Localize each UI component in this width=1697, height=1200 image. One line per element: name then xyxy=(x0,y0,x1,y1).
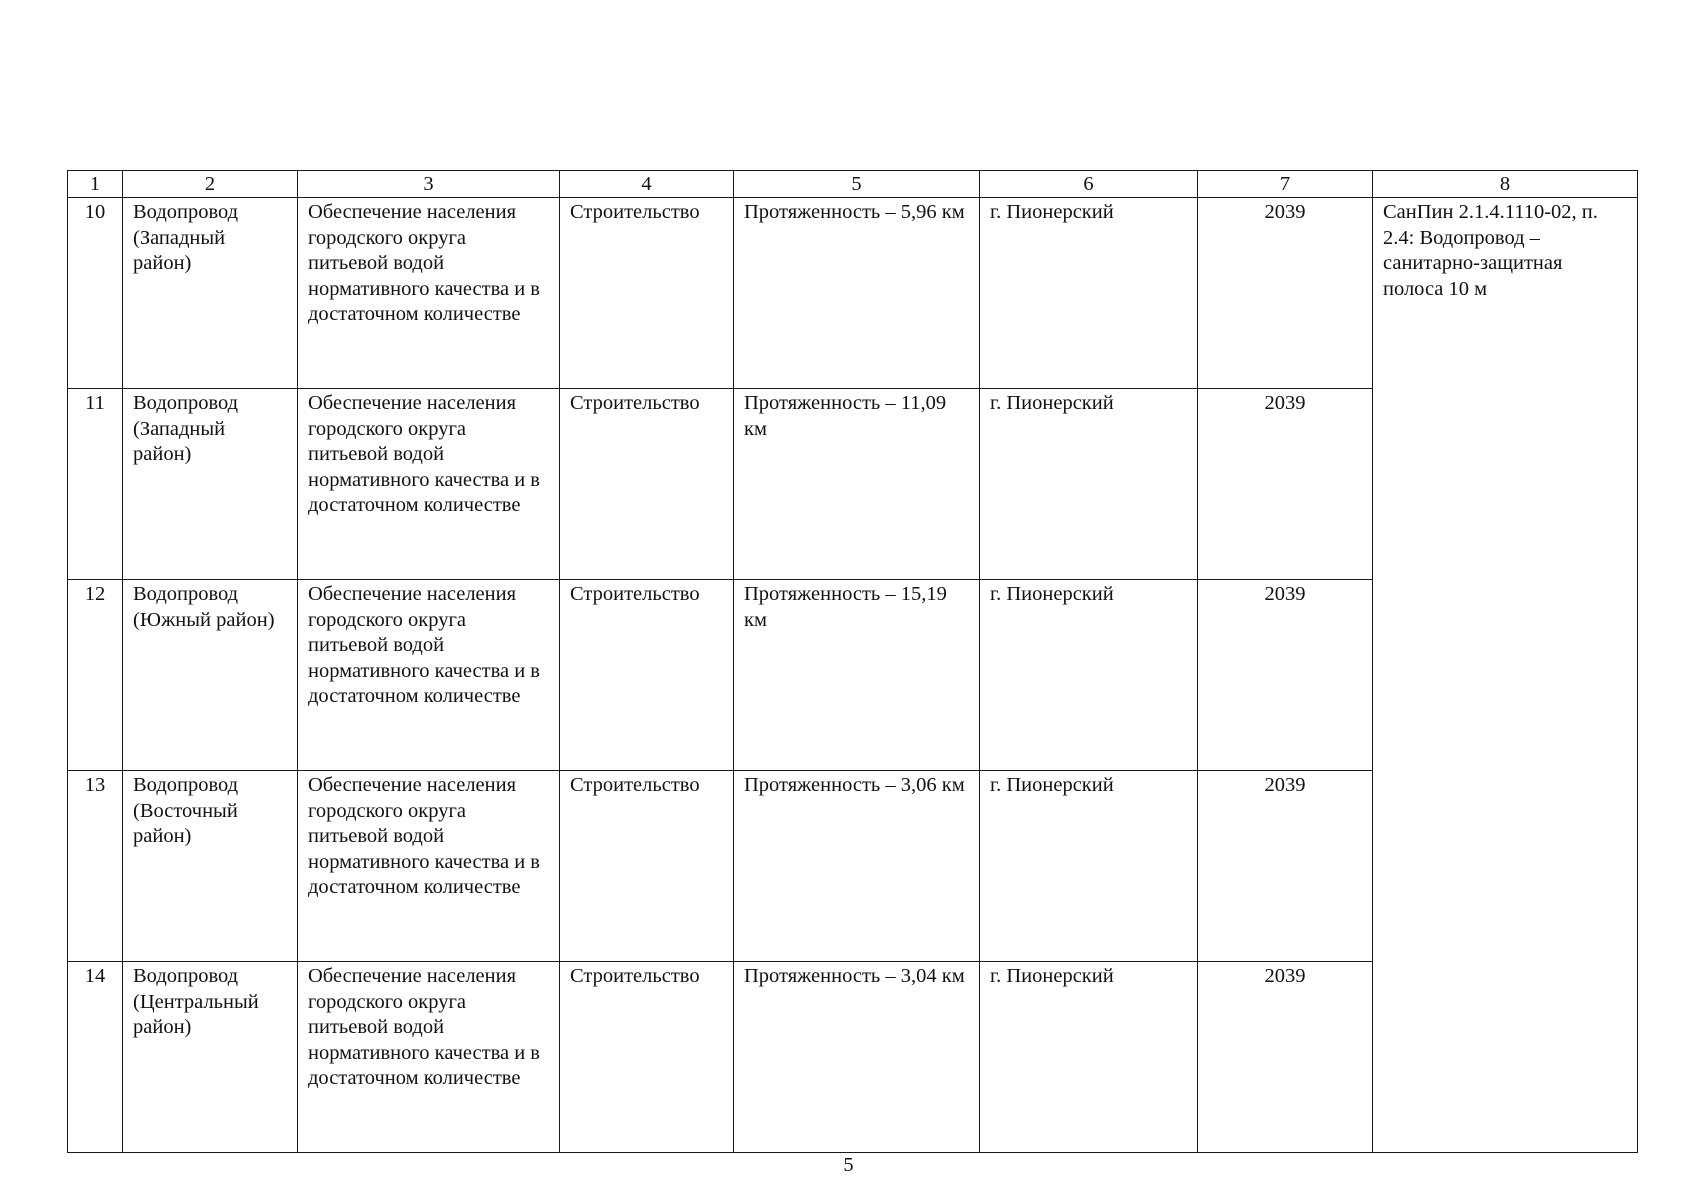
column-header-6: 6 xyxy=(980,171,1198,198)
purpose-cell: Обеспечение населения городского округа питьевой водой нормативного качества и в достаточном количестве xyxy=(298,962,560,1153)
row-number-cell: 14 xyxy=(68,962,123,1153)
location-cell: г. Пионерский xyxy=(980,198,1198,389)
purpose-cell: Обеспечение населения городского округа питьевой водой нормативного качества и в достаточном количестве xyxy=(298,198,560,389)
location-cell: г. Пионерский xyxy=(980,771,1198,962)
year-cell: 2039 xyxy=(1198,389,1373,580)
column-header-2: 2 xyxy=(123,171,298,198)
column-header-8: 8 xyxy=(1373,171,1638,198)
object-name-cell: Водопровод (Южный район) xyxy=(123,580,298,771)
work-type-cell: Строительство xyxy=(560,962,734,1153)
location-cell: г. Пионерский xyxy=(980,962,1198,1153)
row-number-cell: 12 xyxy=(68,580,123,771)
page-number: 5 xyxy=(843,1154,854,1176)
column-header-1: 1 xyxy=(68,171,123,198)
column-header-7: 7 xyxy=(1198,171,1373,198)
purpose-cell: Обеспечение населения городского округа питьевой водой нормативного качества и в достаточном количестве xyxy=(298,771,560,962)
year-cell: 2039 xyxy=(1198,580,1373,771)
column-header-3: 3 xyxy=(298,171,560,198)
object-name-cell: Водопровод (Восточный район) xyxy=(123,771,298,962)
column-header-4: 4 xyxy=(560,171,734,198)
work-type-cell: Строительство xyxy=(560,771,734,962)
year-cell: 2039 xyxy=(1198,771,1373,962)
object-name-cell: Водопровод (Центральный район) xyxy=(123,962,298,1153)
characteristics-cell: Протяженность – 15,19 км xyxy=(734,580,980,771)
row-number-cell: 10 xyxy=(68,198,123,389)
characteristics-cell: Протяженность – 11,09 км xyxy=(734,389,980,580)
work-type-cell: Строительство xyxy=(560,389,734,580)
year-cell: 2039 xyxy=(1198,198,1373,389)
object-name-cell: Водопровод (Западный район) xyxy=(123,389,298,580)
object-name-cell: Водопровод (Западный район) xyxy=(123,198,298,389)
year-cell: 2039 xyxy=(1198,962,1373,1153)
characteristics-cell: Протяженность – 5,96 км xyxy=(734,198,980,389)
work-type-cell: Строительство xyxy=(560,198,734,389)
location-cell: г. Пионерский xyxy=(980,389,1198,580)
infrastructure-table xyxy=(67,170,1638,1153)
characteristics-cell: Протяженность – 3,04 км xyxy=(734,962,980,1153)
table-header-row xyxy=(68,171,1638,198)
table-row xyxy=(68,198,1638,389)
purpose-cell: Обеспечение населения городского округа питьевой водой нормативного качества и в достаточном количестве xyxy=(298,580,560,771)
characteristics-cell: Протяженность – 3,06 км xyxy=(734,771,980,962)
sanitary-note-cell: СанПин 2.1.4.1110-02, п. 2.4: Водопровод – санитарно-защитная полоса 10 м xyxy=(1373,198,1638,1153)
purpose-cell: Обеспечение населения городского округа питьевой водой нормативного качества и в достаточном количестве xyxy=(298,389,560,580)
column-header-5: 5 xyxy=(734,171,980,198)
row-number-cell: 11 xyxy=(68,389,123,580)
work-type-cell: Строительство xyxy=(560,580,734,771)
row-number-cell: 13 xyxy=(68,771,123,962)
location-cell: г. Пионерский xyxy=(980,580,1198,771)
